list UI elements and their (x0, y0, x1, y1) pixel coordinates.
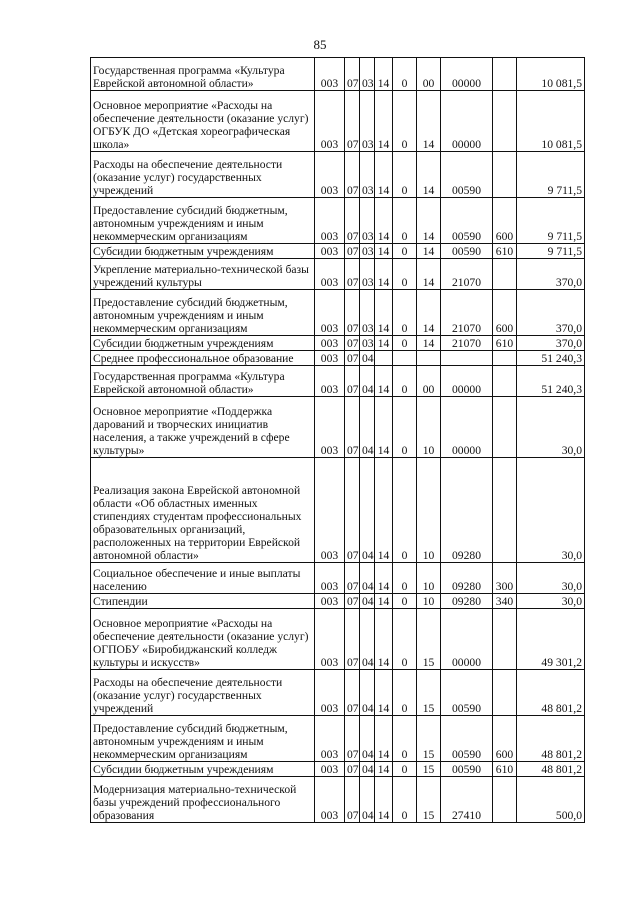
direction-code: 00590 (441, 716, 493, 762)
row-name: Предоставление субсидий бюджетным, автономным учреждениям и иным некоммерческим организациям (91, 290, 315, 336)
subsection-code: 03 (360, 290, 375, 336)
row-name: Основное мероприятие «Расходы на обеспечение деятельности (оказание услуг) ОГБУК ДО «Детская хореографическая школа» (91, 91, 315, 152)
amount: 48 801,2 (517, 716, 585, 762)
expense-type-code (493, 397, 517, 458)
direction-code: 00000 (441, 58, 493, 91)
event-code: 15 (417, 716, 441, 762)
table-row (91, 563, 585, 594)
amount: 9 711,5 (517, 152, 585, 198)
row-name: Расходы на обеспечение деятельности (оказание услуг) государственных учреждений (91, 152, 315, 198)
event-code: 10 (417, 563, 441, 594)
row-name: Укрепление материально-технической базы учреждений культуры (91, 259, 315, 290)
amount: 30,0 (517, 594, 585, 609)
subprogram-code: 0 (393, 670, 417, 716)
subsection-code: 03 (360, 336, 375, 351)
section-code: 07 (345, 594, 360, 609)
program-code: 14 (375, 716, 393, 762)
direction-code: 09280 (441, 594, 493, 609)
section-code: 07 (345, 716, 360, 762)
amount: 9 711,5 (517, 244, 585, 259)
row-name: Стипендии (91, 594, 315, 609)
section-code: 07 (345, 609, 360, 670)
subsection-code: 04 (360, 458, 375, 563)
ministry-code: 003 (315, 670, 345, 716)
subsection-code: 04 (360, 716, 375, 762)
ministry-code: 003 (315, 777, 345, 823)
ministry-code: 003 (315, 351, 345, 366)
row-name: Основное мероприятие «Поддержка дарований и творческих инициатив населения, а также учреждений в сфере культуры» (91, 397, 315, 458)
section-code: 07 (345, 290, 360, 336)
direction-code: 21070 (441, 259, 493, 290)
subsection-code: 04 (360, 397, 375, 458)
subsection-code: 04 (360, 563, 375, 594)
table-row (91, 762, 585, 777)
subprogram-code: 0 (393, 366, 417, 397)
expense-type-code: 610 (493, 336, 517, 351)
expense-type-code (493, 670, 517, 716)
program-code: 14 (375, 563, 393, 594)
ministry-code: 003 (315, 259, 345, 290)
row-name: Субсидии бюджетным учреждениям (91, 244, 315, 259)
amount: 9 711,5 (517, 198, 585, 244)
program-code: 14 (375, 670, 393, 716)
amount: 30,0 (517, 563, 585, 594)
amount: 48 801,2 (517, 762, 585, 777)
subprogram-code (393, 351, 417, 366)
program-code: 14 (375, 397, 393, 458)
section-code: 07 (345, 198, 360, 244)
amount: 30,0 (517, 458, 585, 563)
subsection-code: 04 (360, 670, 375, 716)
event-code: 15 (417, 762, 441, 777)
event-code: 14 (417, 244, 441, 259)
subprogram-code: 0 (393, 290, 417, 336)
table-row (91, 259, 585, 290)
subsection-code: 03 (360, 58, 375, 91)
row-name: Государственная программа «Культура Еврейской автономной области» (91, 58, 315, 91)
subsection-code: 03 (360, 91, 375, 152)
event-code: 14 (417, 91, 441, 152)
section-code: 07 (345, 762, 360, 777)
event-code (417, 351, 441, 366)
row-name: Модернизация материально-технической базы учреждений профессионального образования (91, 777, 315, 823)
ministry-code: 003 (315, 609, 345, 670)
expense-type-code: 340 (493, 594, 517, 609)
event-code: 10 (417, 594, 441, 609)
amount: 51 240,3 (517, 366, 585, 397)
expense-type-code (493, 366, 517, 397)
program-code: 14 (375, 259, 393, 290)
event-code: 14 (417, 259, 441, 290)
direction-code: 09280 (441, 458, 493, 563)
row-name: Предоставление субсидий бюджетным, автономным учреждениям и иным некоммерческим организациям (91, 198, 315, 244)
program-code: 14 (375, 336, 393, 351)
subprogram-code: 0 (393, 609, 417, 670)
direction-code: 00000 (441, 397, 493, 458)
ministry-code: 003 (315, 152, 345, 198)
expense-type-code (493, 458, 517, 563)
table-row (91, 244, 585, 259)
subprogram-code: 0 (393, 336, 417, 351)
subsection-code: 04 (360, 351, 375, 366)
subprogram-code: 0 (393, 58, 417, 91)
section-code: 07 (345, 563, 360, 594)
event-code: 15 (417, 609, 441, 670)
section-code: 07 (345, 58, 360, 91)
subprogram-code: 0 (393, 458, 417, 563)
expense-type-code: 610 (493, 244, 517, 259)
program-code: 14 (375, 777, 393, 823)
direction-code: 00000 (441, 91, 493, 152)
event-code: 00 (417, 58, 441, 91)
subprogram-code: 0 (393, 198, 417, 244)
section-code: 07 (345, 91, 360, 152)
subprogram-code: 0 (393, 777, 417, 823)
amount: 48 801,2 (517, 670, 585, 716)
event-code: 00 (417, 366, 441, 397)
expense-type-code (493, 58, 517, 91)
table-row (91, 594, 585, 609)
row-name: Предоставление субсидий бюджетным, автономным учреждениям и иным некоммерческим организациям (91, 716, 315, 762)
subprogram-code: 0 (393, 762, 417, 777)
direction-code: 00000 (441, 366, 493, 397)
event-code: 14 (417, 198, 441, 244)
expense-type-code: 610 (493, 762, 517, 777)
table-row (91, 58, 585, 91)
subsection-code: 03 (360, 198, 375, 244)
program-code: 14 (375, 594, 393, 609)
expense-type-code (493, 152, 517, 198)
expense-type-code (493, 777, 517, 823)
expense-type-code: 300 (493, 563, 517, 594)
event-code: 10 (417, 458, 441, 563)
event-code: 15 (417, 777, 441, 823)
amount: 370,0 (517, 290, 585, 336)
ministry-code: 003 (315, 58, 345, 91)
subsection-code: 04 (360, 366, 375, 397)
section-code: 07 (345, 366, 360, 397)
event-code: 10 (417, 397, 441, 458)
direction-code: 09280 (441, 563, 493, 594)
section-code: 07 (345, 351, 360, 366)
subsection-code: 04 (360, 609, 375, 670)
direction-code: 00590 (441, 670, 493, 716)
subprogram-code: 0 (393, 244, 417, 259)
table-row (91, 152, 585, 198)
table-row (91, 777, 585, 823)
program-code: 14 (375, 91, 393, 152)
table-row (91, 458, 585, 563)
subprogram-code: 0 (393, 91, 417, 152)
subprogram-code: 0 (393, 594, 417, 609)
section-code: 07 (345, 397, 360, 458)
subsection-code: 03 (360, 152, 375, 198)
subprogram-code: 0 (393, 563, 417, 594)
event-code: 14 (417, 290, 441, 336)
expense-type-code (493, 259, 517, 290)
direction-code: 00590 (441, 762, 493, 777)
direction-code: 21070 (441, 336, 493, 351)
subprogram-code: 0 (393, 716, 417, 762)
ministry-code: 003 (315, 244, 345, 259)
program-code: 14 (375, 762, 393, 777)
ministry-code: 003 (315, 762, 345, 777)
ministry-code: 003 (315, 397, 345, 458)
event-code: 15 (417, 670, 441, 716)
subprogram-code: 0 (393, 259, 417, 290)
event-code: 14 (417, 152, 441, 198)
row-name: Основное мероприятие «Расходы на обеспечение деятельности (оказание услуг) ОГПОБУ «Биробиджанский колледж культуры и искусств» (91, 609, 315, 670)
direction-code (441, 351, 493, 366)
expense-type-code (493, 91, 517, 152)
amount: 370,0 (517, 259, 585, 290)
ministry-code: 003 (315, 594, 345, 609)
direction-code: 00000 (441, 609, 493, 670)
direction-code: 27410 (441, 777, 493, 823)
direction-code: 00590 (441, 244, 493, 259)
program-code (375, 351, 393, 366)
ministry-code: 003 (315, 716, 345, 762)
ministry-code: 003 (315, 336, 345, 351)
subsection-code: 03 (360, 259, 375, 290)
amount: 10 081,5 (517, 58, 585, 91)
section-code: 07 (345, 458, 360, 563)
direction-code: 00590 (441, 198, 493, 244)
row-name: Реализация закона Еврейской автономной области «Об областных именных стипендиях студентам профессиональных образовательных организаций, расположенных на территории Еврейской автономной области» (91, 458, 315, 563)
table-row (91, 716, 585, 762)
row-name: Среднее профессиональное образование (91, 351, 315, 366)
budget-table (90, 57, 585, 823)
amount: 500,0 (517, 777, 585, 823)
ministry-code: 003 (315, 198, 345, 244)
program-code: 14 (375, 366, 393, 397)
row-name: Социальное обеспечение и иные выплаты населению (91, 563, 315, 594)
amount: 51 240,3 (517, 351, 585, 366)
amount: 10 081,5 (517, 91, 585, 152)
table-row (91, 397, 585, 458)
amount: 49 301,2 (517, 609, 585, 670)
section-code: 07 (345, 670, 360, 716)
program-code: 14 (375, 458, 393, 563)
table-row (91, 91, 585, 152)
expense-type-code (493, 609, 517, 670)
ministry-code: 003 (315, 290, 345, 336)
program-code: 14 (375, 290, 393, 336)
subsection-code: 04 (360, 777, 375, 823)
section-code: 07 (345, 777, 360, 823)
program-code: 14 (375, 58, 393, 91)
ministry-code: 003 (315, 563, 345, 594)
table-row (91, 198, 585, 244)
amount: 370,0 (517, 336, 585, 351)
subsection-code: 04 (360, 594, 375, 609)
direction-code: 00590 (441, 152, 493, 198)
table-row (91, 290, 585, 336)
subprogram-code: 0 (393, 152, 417, 198)
direction-code: 21070 (441, 290, 493, 336)
section-code: 07 (345, 336, 360, 351)
table-row (91, 351, 585, 366)
row-name: Субсидии бюджетным учреждениям (91, 762, 315, 777)
page-number: 85 (313, 37, 327, 52)
section-code: 07 (345, 259, 360, 290)
table-row (91, 336, 585, 351)
table-row (91, 366, 585, 397)
section-code: 07 (345, 244, 360, 259)
row-name: Расходы на обеспечение деятельности (оказание услуг) государственных учреждений (91, 670, 315, 716)
table-row (91, 609, 585, 670)
subsection-code: 04 (360, 762, 375, 777)
ministry-code: 003 (315, 458, 345, 563)
ministry-code: 003 (315, 366, 345, 397)
program-code: 14 (375, 609, 393, 670)
expense-type-code: 600 (493, 290, 517, 336)
table-row (91, 670, 585, 716)
program-code: 14 (375, 198, 393, 244)
event-code: 14 (417, 336, 441, 351)
section-code: 07 (345, 152, 360, 198)
subsection-code: 03 (360, 244, 375, 259)
expense-type-code: 600 (493, 716, 517, 762)
program-code: 14 (375, 244, 393, 259)
expense-type-code (493, 351, 517, 366)
row-name: Государственная программа «Культура Еврейской автономной области» (91, 366, 315, 397)
row-name: Субсидии бюджетным учреждениям (91, 336, 315, 351)
expense-type-code: 600 (493, 198, 517, 244)
ministry-code: 003 (315, 91, 345, 152)
amount: 30,0 (517, 397, 585, 458)
program-code: 14 (375, 152, 393, 198)
subprogram-code: 0 (393, 397, 417, 458)
